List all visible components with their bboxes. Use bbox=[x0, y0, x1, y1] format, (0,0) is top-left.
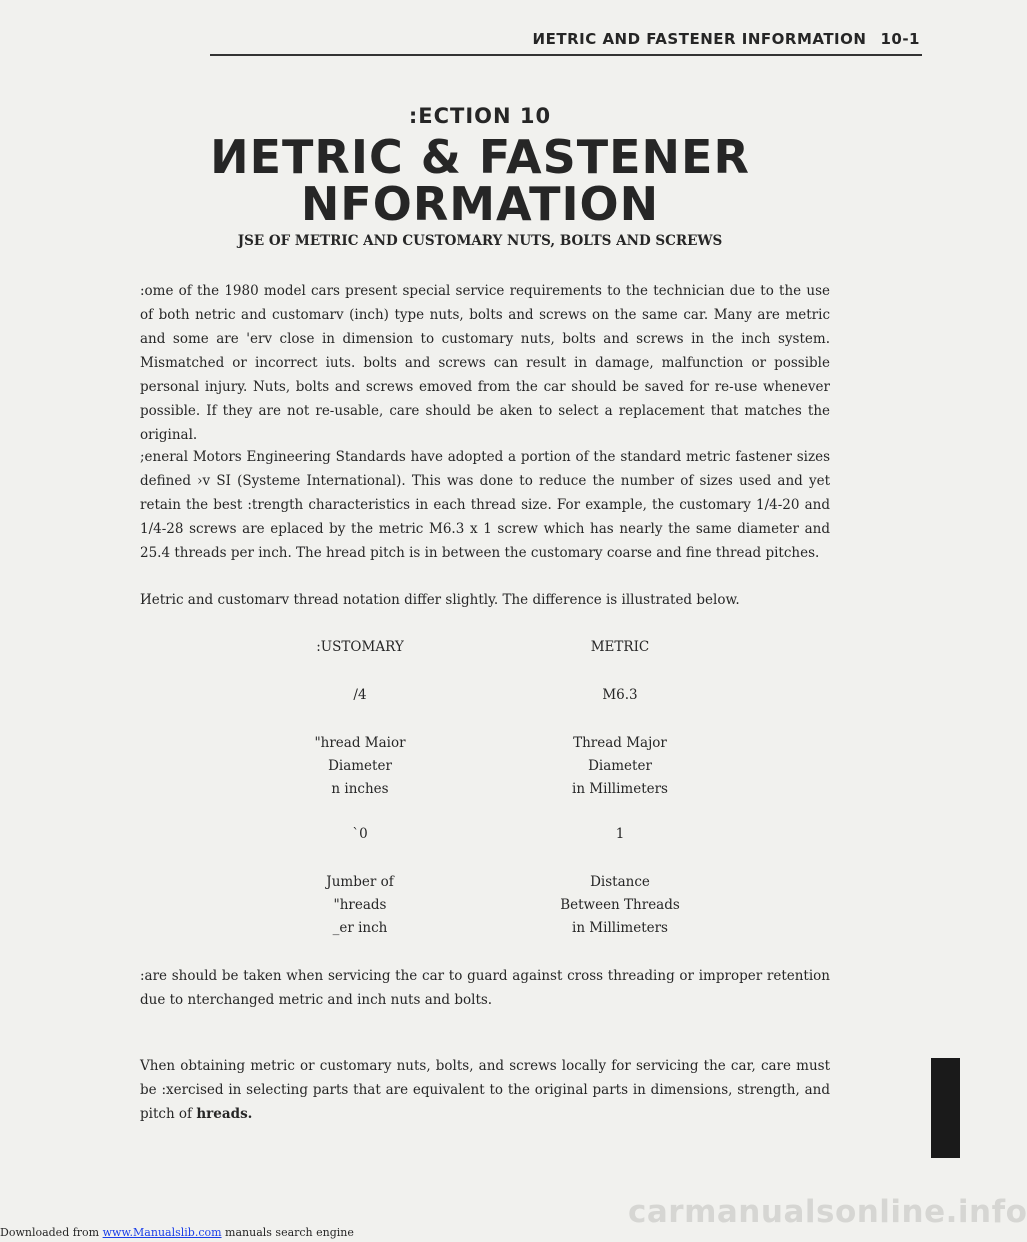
download-footer bbox=[0, 1226, 354, 1239]
customary-size: /4 bbox=[353, 687, 367, 703]
paragraph-replacement-text: Vhen obtaining metric or customary nuts, bolts, and screws locally for servicing the car, care must be :xercised in selecting parts that are equivalent to the original parts in dimensions, strength, and pitch of bbox=[140, 1058, 830, 1122]
customary-pitch-desc bbox=[250, 871, 470, 940]
metric-diameter-line: in Millimeters bbox=[572, 781, 668, 797]
manualslib-link[interactable]: www.Manualslib.com bbox=[102, 1226, 222, 1239]
customary-header: :USTOMARY bbox=[316, 639, 404, 655]
metric-size: M6.3 bbox=[602, 687, 638, 703]
watermark: carmanualsonline.info bbox=[628, 1194, 1027, 1230]
customary-thread-count: `0 bbox=[352, 826, 368, 842]
header-divider bbox=[210, 54, 922, 56]
customary-diameter-line: Diameter bbox=[328, 758, 392, 774]
paragraph-caution: :are should be taken when servicing the car to guard against cross threading or improper retention due to nterchanged metric and inch nuts and bolts. bbox=[140, 968, 830, 1008]
customary-diameter-line: "hread Maior bbox=[314, 735, 406, 751]
running-header bbox=[0, 30, 920, 48]
customary-pitch-line: Jumber of bbox=[326, 874, 394, 890]
metric-pitch-desc bbox=[510, 871, 730, 940]
paragraph-notation: Иetric and customarv thread notation differ slightly. The difference is illustrated below. bbox=[140, 592, 740, 608]
metric-pitch-line: Between Threads bbox=[560, 897, 680, 913]
customary-pitch-line: "hreads bbox=[333, 897, 387, 913]
metric-pitch-line: in Millimeters bbox=[572, 920, 668, 936]
customary-pitch-line: _er inch bbox=[332, 920, 388, 936]
section-tab-marker bbox=[931, 1058, 960, 1158]
metric-diameter-desc bbox=[510, 732, 730, 801]
footer-suffix: manuals search engine bbox=[221, 1226, 354, 1239]
metric-thread-pitch: 1 bbox=[615, 826, 625, 842]
metric-diameter-line: Diameter bbox=[588, 758, 652, 774]
section-label: :ECTION 10 bbox=[408, 104, 552, 128]
metric-pitch-line: Distance bbox=[590, 874, 650, 890]
section-title-line2: NFORMATION bbox=[300, 177, 660, 231]
paragraph-replacement bbox=[140, 1054, 830, 1126]
footer-prefix: Downloaded from bbox=[0, 1226, 103, 1239]
customary-diameter-line: n inches bbox=[331, 781, 389, 797]
page-number: 10-1 bbox=[880, 30, 920, 48]
customary-diameter-desc bbox=[250, 732, 470, 801]
paragraph-standards: ;eneral Motors Engineering Standards have adopted a portion of the standard metric fastener sizes defined ›v SI (Systeme International). This was done to reduce the number of sizes used and yet retain the best :trength characteristics in each thread size. For example, the customary 1/4-20 and 1/4-28 screws are eplaced by the metric M6.3 x 1 screw which has nearly the same diameter and 25.4 threads per inch. The hread pitch is in between the customary coarse and fine thread pitches. bbox=[140, 449, 830, 561]
section-subheading: JSE OF METRIC AND CUSTOMARY NUTS, BOLTS AND SCREWS bbox=[237, 233, 723, 249]
metric-header: METRIC bbox=[590, 639, 650, 655]
running-title: ИETRIC AND FASTENER INFORMATION bbox=[532, 30, 867, 48]
paragraph-replacement-bold: hreads. bbox=[196, 1106, 253, 1122]
paragraph-intro: :ome of the 1980 model cars present special service requirements to the technician due to the use of both netric and customarv (inch) type nuts, bolts and screws on the same car. Many are metric and some are 'erv close in dimension to customary nuts, bolts and screws in the inch system. Mismatched or incorrect iuts. bolts and screws can result in damage, malfunction or possible personal injury. Nuts, bolts and screws emoved from the car should be saved for re-use whenever possible. If they are not re-usable, care should be aken to select a replacement that matches the original. bbox=[140, 283, 830, 443]
section-title-line1: ИETRIC & FASTENER bbox=[210, 130, 750, 184]
metric-diameter-line: Thread Major bbox=[573, 735, 667, 751]
